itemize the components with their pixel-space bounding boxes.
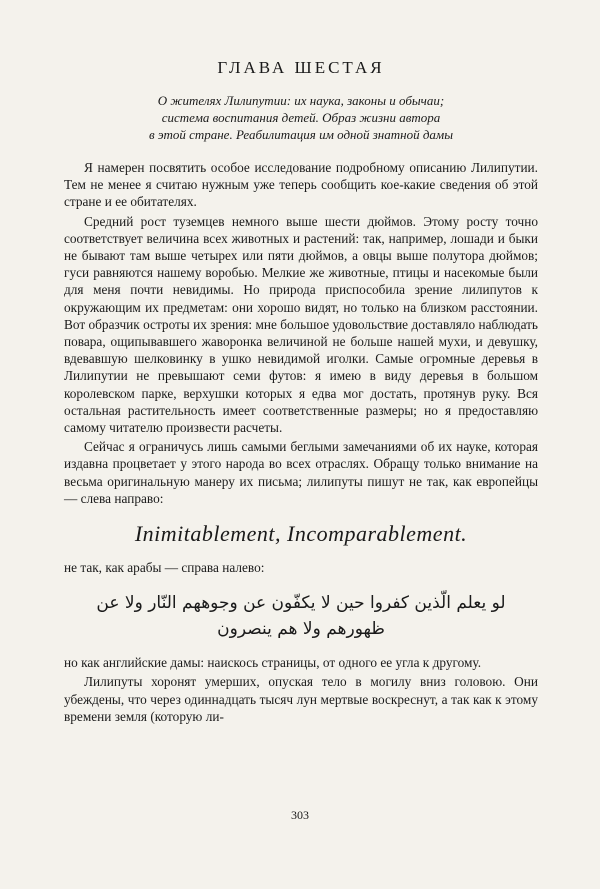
- subtitle-line: система воспитания детей. Образ жизни автора: [161, 110, 441, 125]
- paragraph-english-ladies: но как английские дамы: наискось страницы, от одного ее угла к другому.: [64, 655, 482, 671]
- paragraph-intro: Я намерен посвятить особое исследование подробному описанию Лилипутии. Тем не менее я считаю нужным уже теперь сообщить кое-какие сведения об этой стране и ее обитателях.: [64, 160, 538, 210]
- arabic-writing-sample: [64, 590, 538, 642]
- subtitle-line: в этой стране. Реабилитация им одной знатной дамы: [148, 127, 454, 142]
- paragraph-not-arabs: не так, как арабы — справа налево:: [64, 560, 265, 576]
- arabic-line: ظهورهم ولا هم ينصرون: [217, 619, 385, 640]
- chapter-title: ГЛАВА ШЕСТАЯ: [217, 58, 385, 77]
- page-number: 303: [291, 808, 309, 822]
- subtitle-line: О жителях Лилипутии: их наука, законы и обычаи;: [157, 93, 445, 108]
- paragraph-height: Средний рост туземцев немного выше шести дюймов. Этому росту точно соответствует величина всех животных и растений: так, например, лошади и быки не бывают там выше четырех или пяти дюймов, а овцы выше полутора дюймов; гуси равняются нашему воробью. Мелкие же животные, птицы и насекомые были для меня почти невидимы. Но природа приспособила зрение лилипутов к окружающим их предметам: они хорошо видят, но только на близком расстоянии. Вот образчик остроты их зрения: мне большое удовольствие доставляло наблюдать повара, ощипывавшего жаворонка величиной не больше нашей мухи, и девушку, вдевавшую шелковинку в ушко невидимой иголки. Самые огромные деревья в Лилипутии не превышают семи футов: я имею в виду деревья в большом королевском парке, верхушки которых я едва мог достать, протянув руку. Вся остальная растительность имеет соответственные размеры; но я предоставляю самому читателю произвести расчеты.: [64, 213, 538, 436]
- page-content: [64, 58, 538, 725]
- chapter-subtitle: [64, 92, 538, 143]
- paragraph-burial: Лилипуты хоронят умерших, опуская тело в могилу вниз головою. Они убеждены, что через одиннадцать тысяч лун мертвые воскреснут, а так как к этому времени земля (которую ли-: [64, 674, 538, 724]
- paragraph-writing: Сейчас я ограничусь лишь самыми беглыми замечаниями об их науке, которая издавна процветает у этого народа во всех отраслях. Обращу только внимание на весьма оригинальную манеру их письма; лилипуты пишут не так, как европейцы — слева направо:: [64, 439, 538, 506]
- latin-writing-sample: Inimitablement, Incomparablement.: [134, 521, 468, 547]
- arabic-line: لو يعلم الّذين كفروا حين لا يكفّون عن وجوههم النّار ولا عن: [96, 593, 506, 614]
